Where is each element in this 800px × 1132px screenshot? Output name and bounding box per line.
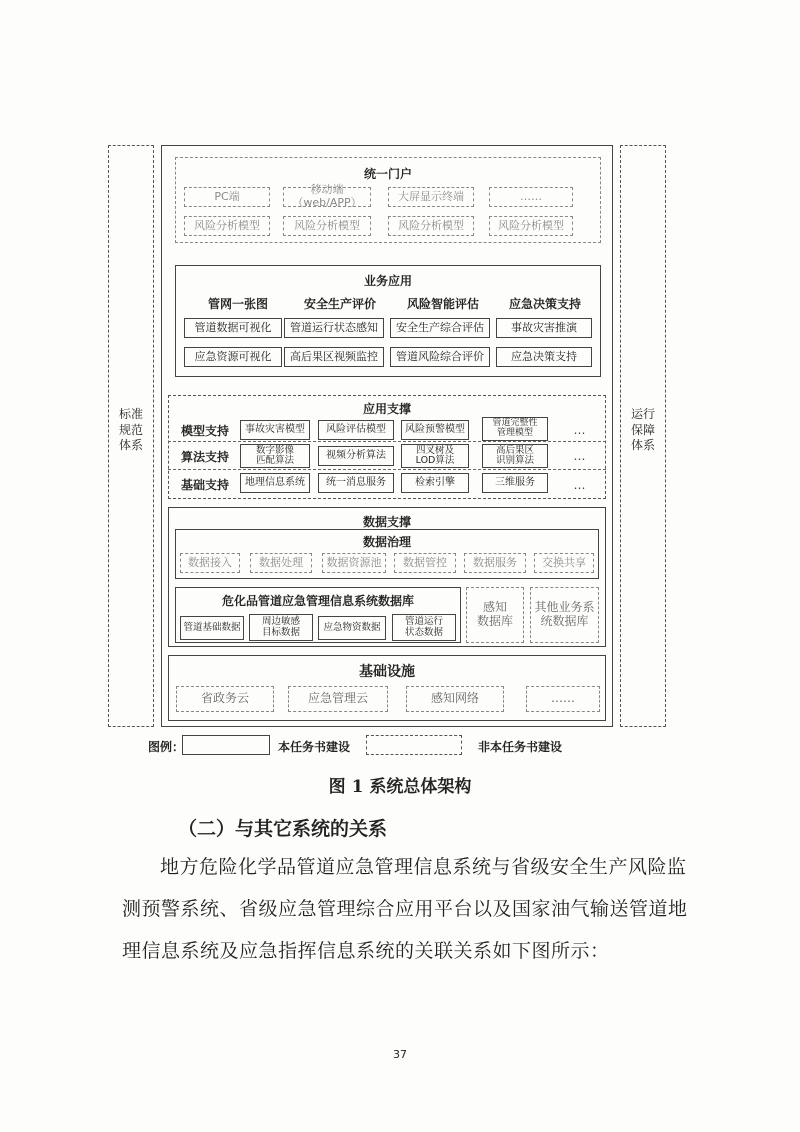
operations-label: 运行 保障 体系 xyxy=(630,407,655,453)
section-heading: （二）与其它系统的关系 xyxy=(178,818,388,840)
figure-caption: 图 1 系统总体架构 xyxy=(328,777,472,797)
legend-prefix: 图例： xyxy=(148,740,185,754)
business-item: 安全生产综合评估 xyxy=(390,318,490,338)
hazchem-database-title: 危化品管道应急管理信息系统数据库 xyxy=(221,594,414,608)
infra-item: 省政务云 xyxy=(176,686,274,712)
support-item: 统一消息服务 xyxy=(318,473,394,493)
database-item: 应急物资数据 xyxy=(318,616,386,640)
business-header: 风险智能评估 xyxy=(406,297,479,311)
governance-item: 数据处理 xyxy=(250,553,312,573)
portal-item: 移动端（web/APP） xyxy=(283,187,371,207)
standards-label: 标准 规范 体系 xyxy=(118,407,143,453)
business-item: 应急资源可视化 xyxy=(184,347,282,367)
support-more: … xyxy=(573,478,587,492)
support-item: 数字影像 匹配算法 xyxy=(240,444,310,468)
business-item: 管道风险综合评价 xyxy=(390,347,490,367)
support-item: 风险评估模型 xyxy=(318,420,394,440)
page-number: 37 xyxy=(393,1048,407,1061)
architecture-diagram xyxy=(108,145,668,725)
data-governance-title: 数据治理 xyxy=(362,535,411,549)
support-row-label: 算法支持 xyxy=(180,449,229,464)
support-more: … xyxy=(573,449,587,463)
portal-title: 统一门户 xyxy=(363,167,412,181)
portal-model: 风险分析模型 xyxy=(489,216,573,236)
legend-dash-swatch xyxy=(366,735,462,755)
support-item: 视频分析算法 xyxy=(318,446,394,466)
database-item: 管道基础数据 xyxy=(180,616,244,640)
business-header: 应急决策支持 xyxy=(508,297,581,311)
support-item: 管道完整性 管理模型 xyxy=(482,417,548,441)
governance-item: 数据接入 xyxy=(180,553,240,573)
database-item: 周边敏感 目标数据 xyxy=(249,614,313,641)
paragraph-line: 地方危险化学品管道应急管理信息系统与省级安全生产风险监 xyxy=(160,856,687,878)
business-item: 管道运行状态感知 xyxy=(284,318,384,338)
sensing-database-box: 感知 数据库 xyxy=(466,587,524,643)
business-header: 管网一张图 xyxy=(207,297,268,311)
portal-model: 风险分析模型 xyxy=(283,216,371,236)
legend-solid-swatch xyxy=(182,735,270,755)
support-row-divider xyxy=(168,469,606,470)
portal-item: PC端 xyxy=(184,187,270,207)
infra-item: 应急管理云 xyxy=(288,686,388,712)
body-paragraph xyxy=(122,846,722,972)
business-item: 管道数据可视化 xyxy=(184,318,282,338)
business-item: 事故灾害推演 xyxy=(496,318,592,338)
data-support-title: 数据支撑 xyxy=(362,515,411,529)
support-item: 地理信息系统 xyxy=(240,473,310,493)
governance-item: 数据服务 xyxy=(464,553,526,573)
support-row-divider xyxy=(168,441,606,442)
governance-item: 数据管控 xyxy=(394,553,456,573)
infra-item: …… xyxy=(526,686,600,712)
portal-item: …… xyxy=(489,187,573,207)
support-item: 检索引擎 xyxy=(401,473,469,493)
legend-solid-label: 本任务书建设 xyxy=(278,740,351,754)
support-item: 四叉树及 LOD算法 xyxy=(401,444,469,468)
business-title: 业务应用 xyxy=(363,274,412,288)
legend-dash-label: 非本任务书建设 xyxy=(478,740,563,754)
business-item: 应急决策支持 xyxy=(496,347,592,367)
portal-item: 大屏显示终端 xyxy=(388,187,474,207)
portal-model: 风险分析模型 xyxy=(184,216,270,236)
support-item: 高后果区 识别算法 xyxy=(482,444,548,468)
paragraph-line: 测预警系统、省级应急管理综合应用平台以及国家油气输送管道地 xyxy=(122,898,688,920)
paragraph-line: 理信息系统及应急指挥信息系统的关联关系如下图所示： xyxy=(122,940,610,962)
portal-model: 风险分析模型 xyxy=(388,216,474,236)
app-support-title: 应用支撑 xyxy=(362,402,411,416)
support-item: 三维服务 xyxy=(482,473,548,493)
support-row-label: 模型支持 xyxy=(180,423,229,438)
infra-item: 感知网络 xyxy=(406,686,504,712)
support-item: 风险预警模型 xyxy=(401,420,469,440)
infrastructure-title: 基础设施 xyxy=(359,664,415,680)
support-more: … xyxy=(573,423,587,437)
business-item: 高后果区视频监控 xyxy=(284,347,384,367)
support-item: 事故灾害模型 xyxy=(240,420,310,440)
governance-item: 数据资源池 xyxy=(322,553,386,573)
other-database-box: 其他业务系 统数据库 xyxy=(530,587,599,643)
governance-item: 交换共享 xyxy=(534,553,594,573)
business-header: 安全生产评价 xyxy=(303,297,376,311)
legend xyxy=(148,734,668,758)
database-item: 管道运行 状态数据 xyxy=(392,614,456,641)
support-row-label: 基础支持 xyxy=(180,477,229,492)
